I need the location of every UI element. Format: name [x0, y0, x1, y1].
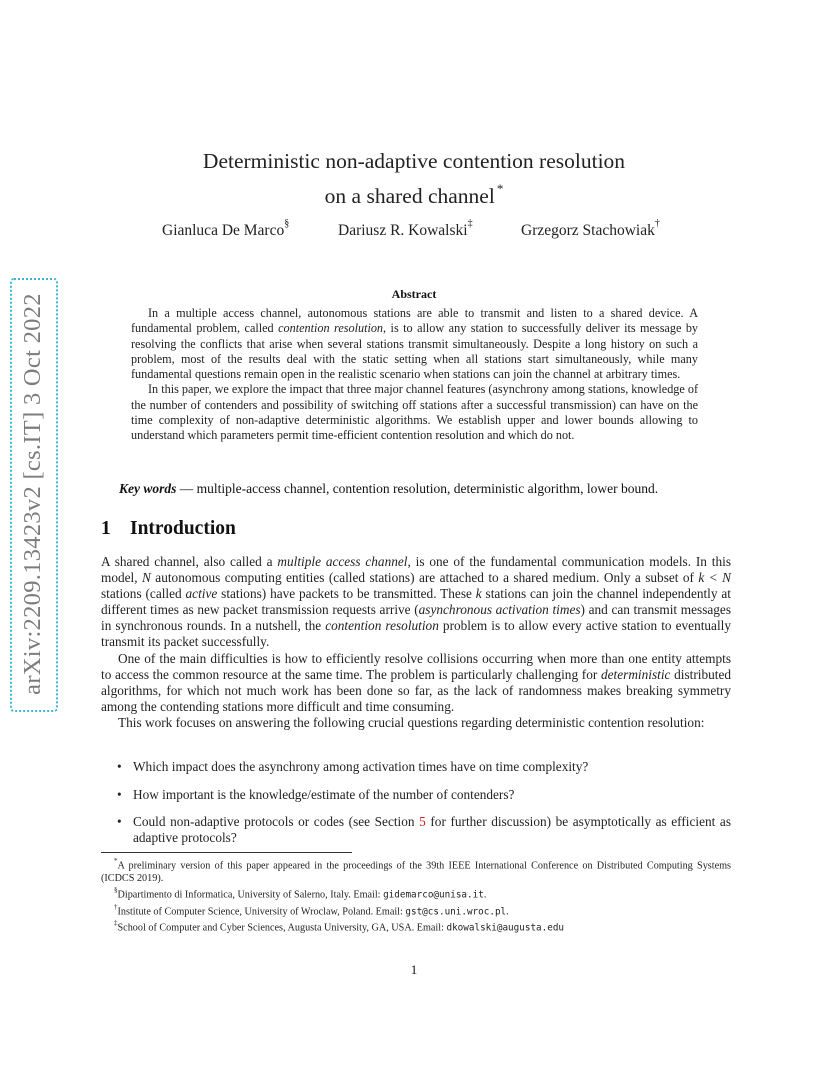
footnote-text: School of Computer and Cyber Sciences, Augusta University, GA, USA. Email:: [117, 922, 447, 934]
intro-emphasis: deterministic: [601, 666, 671, 682]
author-2: [338, 218, 473, 240]
author-mark: †: [654, 218, 660, 229]
intro-text: stations (called: [101, 586, 186, 602]
abstract-heading: Abstract: [391, 287, 437, 301]
list-item: [117, 787, 731, 803]
keywords: [119, 481, 729, 497]
section-number: 1: [101, 518, 111, 539]
abstract-body: [131, 306, 698, 444]
math-var: k: [475, 586, 482, 602]
intro-text: distributed algorithms, for which not much work has been done so far, as the lack of randomness makes breaking symmetry among the contending stations more difficult and time consuming.: [101, 666, 732, 714]
footnote-email: gst@cs.uni.wroc.pl: [405, 906, 507, 918]
title-line-2: [100, 176, 728, 211]
intro-text: problem is to allow every active station to eventually transmit its packet successfully.: [101, 618, 731, 650]
abstract-paragraph-2: In this paper, we explore the impact that three major channel features (asynchrony among stations, knowledge of the number of contenders and possibility of switching off stations after a successful transmission) can have on the time complexity of non-adaptive deterministic algorithms. We establish upper and lower bounds allowing to understand which parameters permit time-efficient contention resolution and which do not.: [131, 382, 698, 443]
intro-text: ) and can transmit messages in synchronous rounds. In a nutshell, the: [101, 602, 731, 634]
bullet-icon: •: [117, 814, 122, 829]
list-item-text: [133, 814, 731, 846]
abstract-emphasis: contention resolution: [278, 321, 384, 336]
intro-text: autonomous computing entities (called stations) are attached to a shared medium. Only a subset of: [150, 570, 699, 586]
intro-text: stations can join the channel independently at different times as new packet transmission requests arrive (: [101, 586, 731, 618]
introduction-body: [101, 554, 731, 731]
intro-emphasis: active: [185, 586, 218, 602]
footnote-text: Dipartimento di Informatica, University of Salerno, Italy. Email:: [117, 889, 384, 901]
footnote-rule: [101, 852, 352, 853]
footnote-text: A preliminary version of this paper appeared in the proceedings of the 39th IEEE International Conference on Distributed Computing Systems (ICDCS 2019).: [101, 860, 731, 885]
list-item-text: Which impact does the asynchrony among activation times have on time complexity?: [133, 759, 589, 774]
author-name: Grzegorz Stachowiak: [521, 222, 655, 240]
author-name: Dariusz R. Kowalski: [338, 222, 468, 240]
list-item-text: How important is the knowledge/estimate of the number of contenders?: [133, 787, 515, 802]
arxiv-stamp: [10, 278, 56, 710]
bullet-icon: •: [117, 759, 122, 774]
page-number: 1: [410, 962, 418, 977]
author-name: Gianluca De Marco: [162, 222, 285, 240]
list-item: [117, 814, 731, 846]
abstract-paragraph-1: [131, 306, 698, 382]
section-reference-link[interactable]: 5: [419, 814, 426, 829]
list-item-text-part: for further discussion) be asymptotically as efficient as adaptive protocols?: [133, 814, 731, 845]
footnote-text: Institute of Computer Science, University of Wroclaw, Poland. Email:: [117, 906, 406, 918]
footnote-mark: †: [114, 902, 118, 911]
footnote-mark: ‡: [114, 919, 118, 928]
author-1: [162, 218, 290, 240]
math-var: k < N: [698, 570, 732, 586]
intro-text: , is one of the fundamental communication models. In this model,: [101, 554, 732, 586]
math-var: N: [142, 570, 151, 586]
list-item-text-part: Could non-adaptive protocols or codes (see Section: [133, 814, 420, 829]
title-line-1: Deterministic non-adaptive contention resolution: [202, 149, 626, 173]
bullet-icon: •: [117, 787, 122, 802]
author-3: [521, 218, 660, 240]
arxiv-stamp-text: arXiv:2209.13423v2 [cs.IT] 3 Oct 2022: [19, 293, 46, 695]
section-title: Introduction: [130, 518, 236, 539]
title-footnote-mark: *: [496, 181, 504, 196]
footnote-3: †Institute of Computer Science, University of Wroclaw, Poland. Email: gst@cs.uni.wroc.pl.: [114, 902, 509, 918]
intro-emphasis: multiple access channel: [277, 554, 408, 569]
intro-paragraph-1: [101, 554, 731, 651]
footnote-mark: *: [114, 857, 118, 865]
intro-text: One of the main difficulties is how to efficiently resolve collisions occurring when more than one entity attempts to access the common resource at the same time. The problem is particularly challenging for: [101, 650, 731, 682]
footnote-email: dkowalski@augusta.edu: [446, 922, 565, 934]
abstract-text: In a multiple access channel, autonomous stations are able to transmit and listen to a shared device. A fundamental problem, called: [131, 306, 698, 336]
footnote-4: [101, 918, 731, 934]
footnotes: [101, 856, 731, 935]
section-heading: [101, 518, 236, 540]
intro-paragraph-3: This work focuses on answering the following crucial questions regarding deterministic contention resolution:: [118, 714, 705, 730]
intro-text: A shared channel, also called a: [101, 554, 278, 569]
intro-paragraph-2: [101, 651, 731, 715]
author-mark: ‡: [467, 218, 473, 229]
keywords-text: — multiple-access channel, contention resolution, deterministic algorithm, lower bound.: [179, 481, 659, 496]
title-line-2-text: on a shared channel: [324, 184, 495, 209]
author-mark: §: [284, 218, 290, 229]
paper-title: [100, 146, 728, 211]
keywords-label: Key words: [119, 481, 177, 496]
footnote-2: §Dipartimento di Informatica, University of Salerno, Italy. Email: gidemarco@unisa.it.: [114, 886, 487, 901]
abstract-text: , is to allow any station to successfully deliver its message by resolving the conflicts that arise when several stations transmit simultaneously. Despite a long history on such a problem, most of the results deal with the static setting when all stations start simultaneously, while many fundamental questions remain open in the realistic scenario when stations can join the channel at arbitrary times.: [131, 321, 699, 382]
intro-emphasis: asynchronous activation times: [418, 602, 581, 618]
footnote-1: [101, 856, 731, 885]
intro-emphasis: contention resolution: [325, 618, 439, 634]
intro-text: stations) have packets to be transmitted. These: [217, 586, 476, 602]
footnote-mark: §: [114, 886, 118, 895]
footnote-email: gidemarco@unisa.it: [383, 889, 484, 901]
list-item: [117, 759, 731, 775]
